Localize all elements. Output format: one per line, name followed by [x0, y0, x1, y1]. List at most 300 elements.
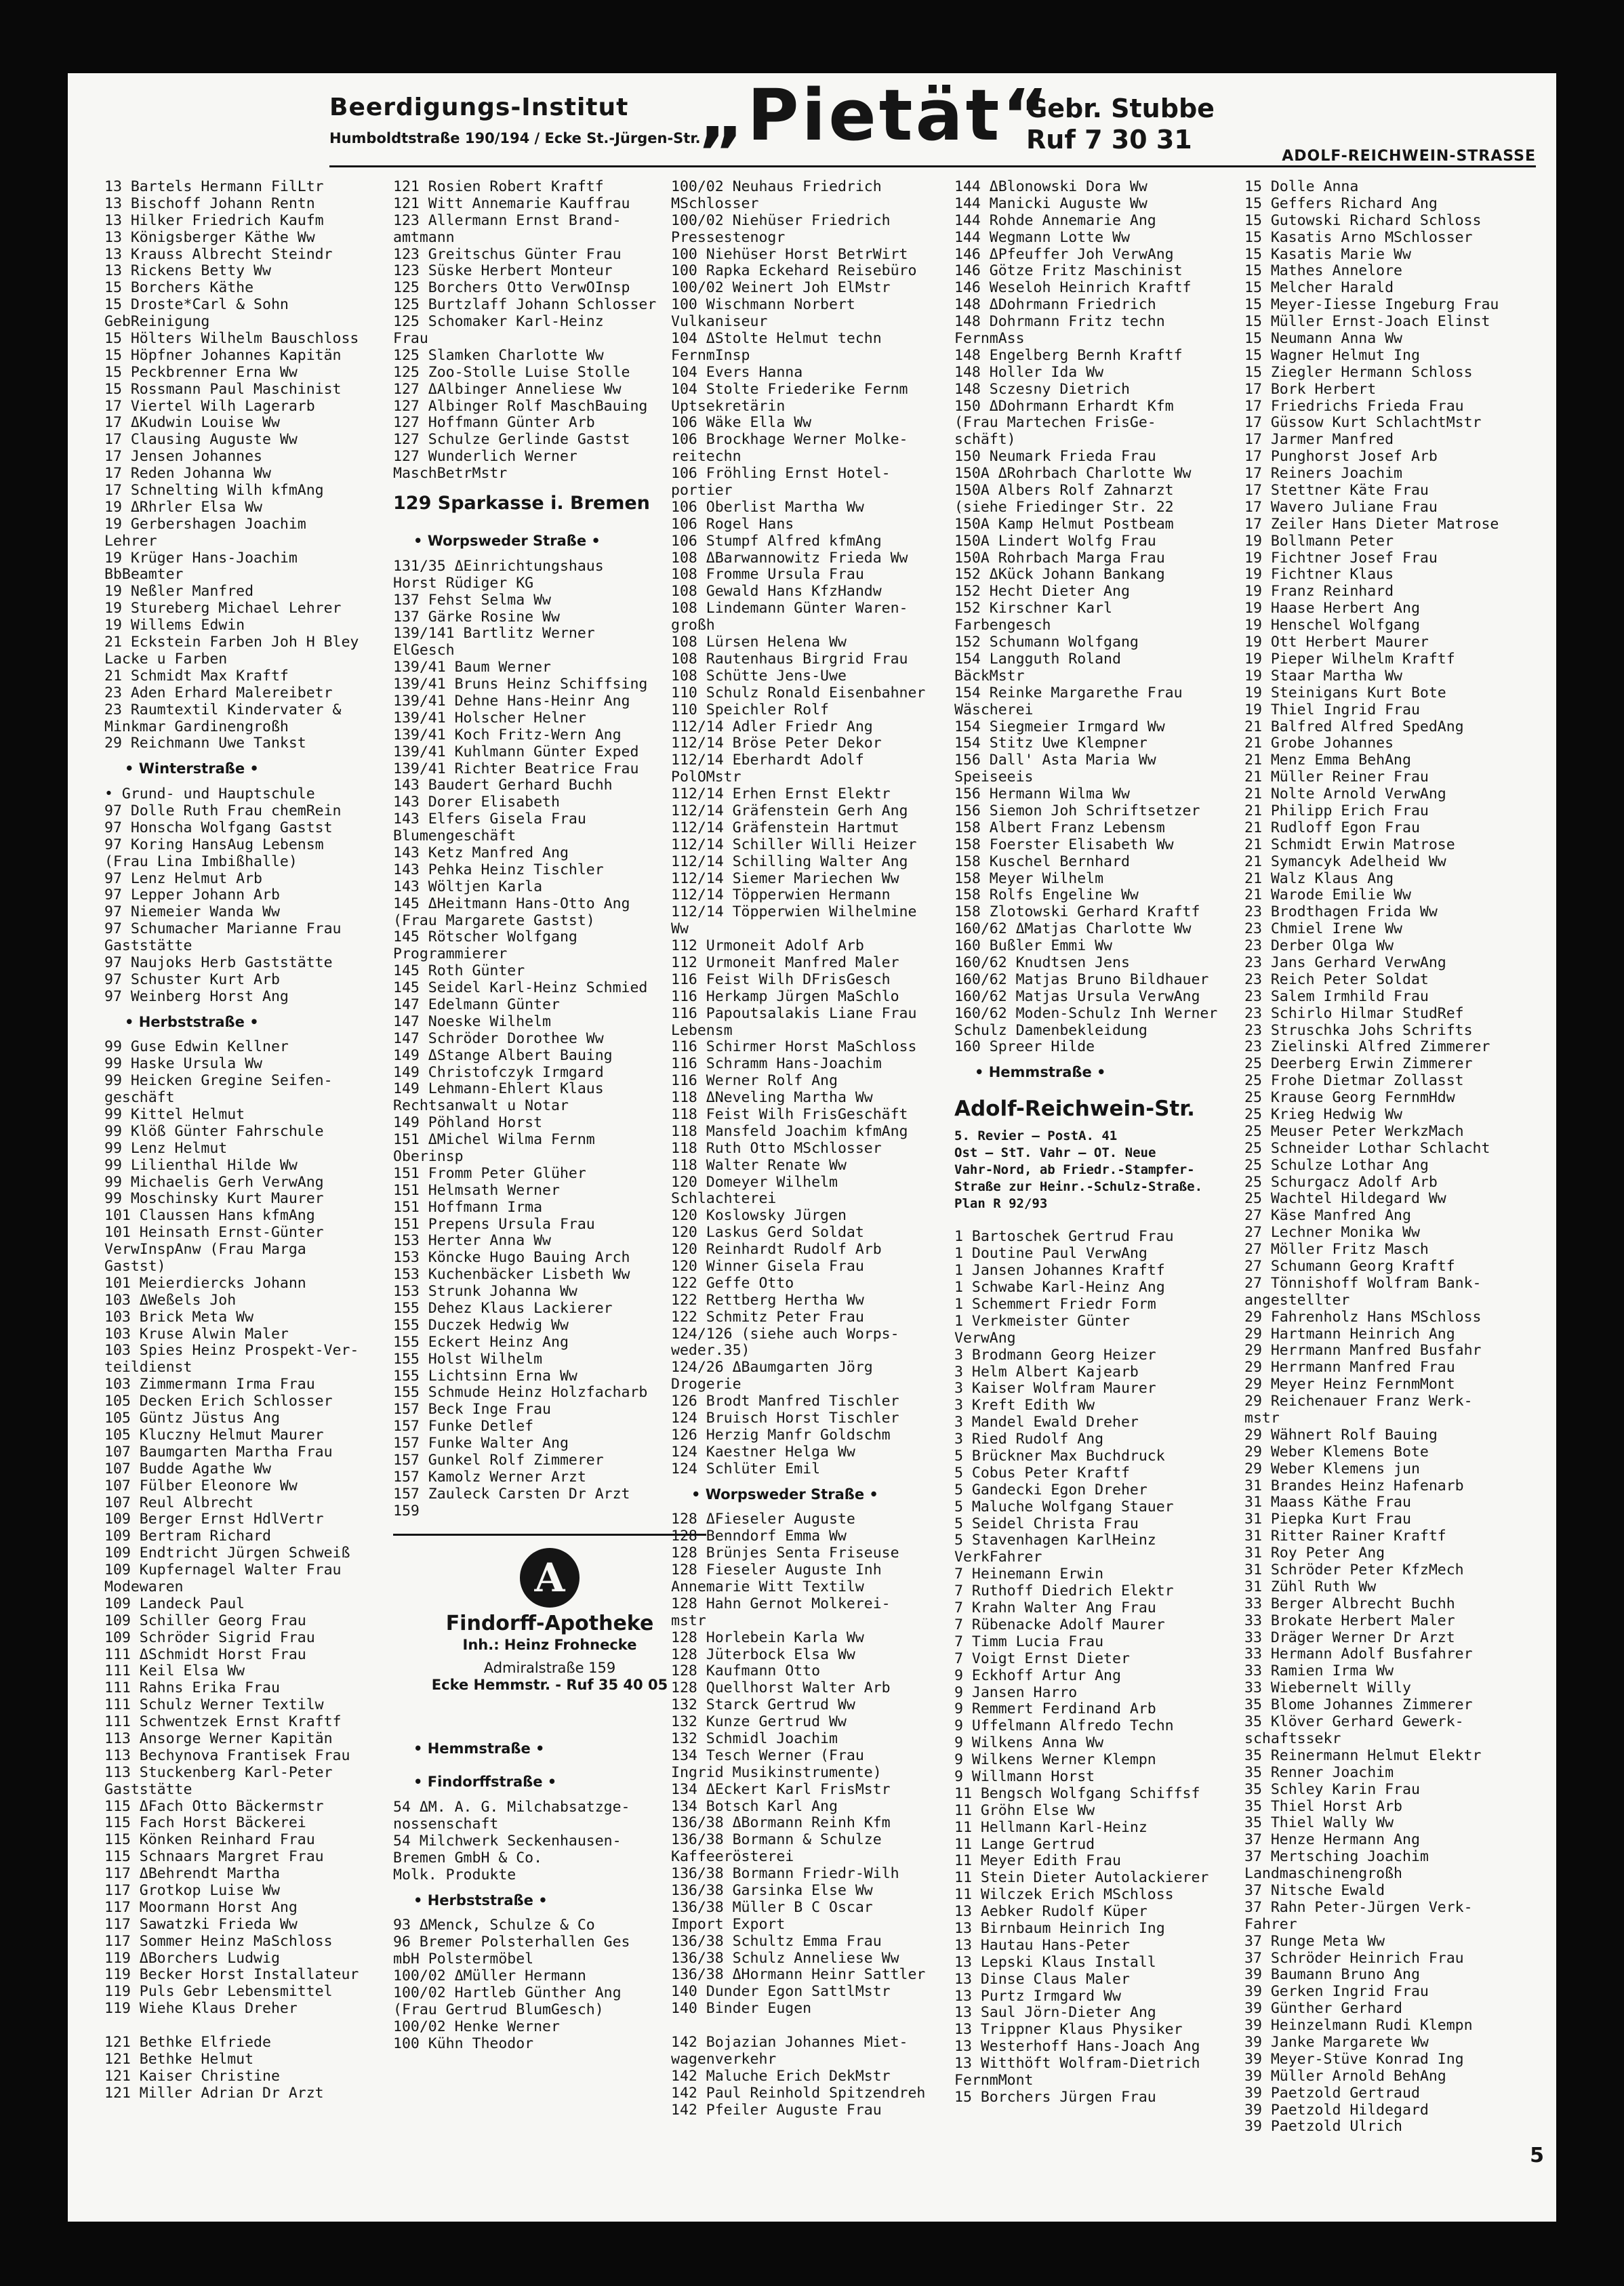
directory-entry: 21 Schmidt Erwin Matrose [1244, 836, 1455, 853]
directory-entry: 37 Schröder Heinrich Frau [1244, 1949, 1464, 1967]
directory-entry: 154 Siegmeier Irmgard Ww [954, 718, 1165, 735]
directory-entry: 108 Rautenhaus Birgrid Frau [671, 650, 908, 668]
entry-list [393, 558, 706, 1520]
directory-entry: 97 Niemeier Wanda Ww [104, 903, 280, 921]
directory-entry: 150 ΔDohrmann Erhardt Kfm [954, 397, 1174, 415]
directory-entry: 99 Heicken Gregine Seifen- [104, 1072, 333, 1090]
directory-entry: 21 Walz Klaus Ang [1244, 870, 1394, 887]
directory-entry: 35 Thiel Wally Ww [1244, 1814, 1394, 1832]
directory-entry: 136/38 Garsinka Else Ww [671, 1881, 873, 1899]
directory-entry: 116 Werner Rolf Ang [671, 1072, 838, 1090]
directory-entry: 139/41 Richter Beatrice Frau [393, 760, 639, 777]
directory-entry: 93 ΔMenck, Schulze & Co [393, 1917, 595, 1934]
directory-entry: 155 Eckert Heinz Ang [393, 1333, 569, 1351]
directory-entry: VerwInspAnw (Frau Marga [104, 1241, 306, 1259]
street-heading: • Findorffstraße • [413, 1774, 557, 1791]
directory-entry: 19 Staar Martha Ww [1244, 667, 1402, 685]
directory-entry: Oberinsp [393, 1148, 464, 1165]
directory-entry: 128 Jüterbock Elsa Ww [671, 1646, 855, 1663]
header-institute: Beerdigungs-Institut [329, 94, 629, 121]
directory-entry: 144 Manicki Auguste Ww [954, 195, 1148, 212]
directory-entry: 21 Warode Emilie Ww [1244, 886, 1411, 904]
directory-entry: Fahrer [1244, 1915, 1297, 1933]
directory-entry: 107 Reul Albrecht [104, 1494, 254, 1511]
directory-entry: 116 Feist Wilh DFrisGesch [671, 971, 891, 988]
directory-entry: Pressestenogr [671, 228, 786, 246]
directory-entry: 11 Hellmann Karl-Heinz [954, 1818, 1148, 1836]
directory-entry: 154 Langguth Roland [954, 650, 1121, 668]
directory-entry: mstr [1244, 1410, 1280, 1427]
directory-entry: 112/14 Schiller Willi Heizer [671, 836, 917, 853]
directory-entry: 97 Lepper Johann Arb [104, 886, 280, 904]
directory-entry: 29 Reichenauer Franz Werk- [1244, 1393, 1473, 1410]
directory-entry: 160/62 Matjas Ursula VerwAng [954, 987, 1200, 1005]
directory-entry: Uptsekretärin [671, 397, 786, 415]
directory-entry: 111 Schwentzek Ernst Kraftf [104, 1713, 342, 1731]
directory-entry: 35 Reinermann Helmut Elektr [1244, 1747, 1482, 1764]
directory-entry: 142 Pfeiler Auguste Frau [671, 2101, 882, 2119]
directory-entry: 112 Urmoneit Adolf Arb [671, 937, 864, 955]
directory-entry: 156 Hermann Wilma Ww [954, 785, 1130, 803]
directory-entry: 15 Rossmann Paul Maschinist [104, 380, 342, 398]
directory-entry: 27 Möller Fritz Masch [1244, 1241, 1429, 1259]
directory-entry: 119 Wiehe Klaus Dreher [104, 2000, 298, 2018]
directory-entry: 19 Willems Edwin [104, 617, 245, 634]
directory-entry: 104 ΔStolte Helmut techn [671, 330, 882, 348]
directory-entry: 17 Jensen Johannes [104, 448, 262, 466]
directory-entry: 112/14 Töpperwien Wilhelmine [671, 903, 917, 921]
column-2 [393, 179, 706, 2053]
directory-entry: 150A ΔRohrbach Charlotte Ww [954, 465, 1192, 483]
directory-entry: 116 Papoutsalakis Liane Frau [671, 1004, 917, 1022]
directory-entry: 160 Bußler Emmi Ww [954, 937, 1112, 955]
directory-entry: 157 Zauleck Carsten Dr Arzt [393, 1485, 630, 1503]
directory-entry: 15 Neumann Anna Ww [1244, 330, 1402, 348]
running-street-title: ADOLF-REICHWEIN-STRASSE [1282, 148, 1536, 165]
directory-entry: 157 Beck Inge Frau [393, 1401, 551, 1418]
directory-entry: 151 Fromm Peter Glüher [393, 1164, 586, 1182]
directory-entry: 116 Schirmer Horst MaSchloss [671, 1038, 917, 1056]
directory-entry: 108 ΔBarwannowitz Frieda Ww [671, 549, 908, 567]
directory-entry: 128 Kaufmann Otto [671, 1662, 821, 1680]
directory-entry: 15 Droste*Carl & Sohn [104, 296, 289, 314]
directory-entry: 13 Trippner Klaus Physiker [954, 2021, 1183, 2039]
directory-entry: Vulkaniseur [671, 313, 768, 331]
directory-entry: 152 Schumann Wolfgang [954, 634, 1139, 651]
street-heading: • Hemmstraße • [975, 1064, 1106, 1081]
directory-entry: 143 Dorer Elisabeth [393, 794, 560, 811]
directory-entry: 144 Rohde Annemarie Ang [954, 211, 1156, 229]
directory-entry: 17 Schnelting Wilh kfmAng [104, 482, 324, 499]
directory-entry: 115 ΔFach Otto Bäckermstr [104, 1797, 324, 1815]
directory-entry: 106 Stumpf Alfred kfmAng [671, 532, 882, 550]
advertisement-header [68, 73, 1556, 165]
directory-entry: 106 Oberlist Martha Ww [671, 498, 864, 516]
directory-entry: 128 Quellhorst Walter Arb [671, 1679, 891, 1697]
directory-entry: 25 Wachtel Hildegard Ww [1244, 1190, 1446, 1208]
directory-entry: 100 Kühn Theodor [393, 2035, 534, 2052]
directory-entry: 19 ΔRhrler Elsa Ww [104, 498, 262, 516]
directory-entry: 128 Brünjes Senta Friseuse [671, 1545, 899, 1562]
directory-entry: 15 Dolle Anna [1244, 178, 1359, 195]
directory-entry: 37 Nitsche Ewald [1244, 1881, 1385, 1899]
directory-entry: 96 Bremer Polsterhallen Ges [393, 1934, 630, 1951]
directory-entry: 25 Deerberg Erwin Zimmerer [1244, 1055, 1473, 1073]
directory-entry: MSchlosser [671, 195, 759, 212]
directory-entry: 27 Tönnishoff Wolfram Bank- [1244, 1274, 1482, 1292]
directory-entry: 128 Fieseler Auguste Inh [671, 1562, 882, 1579]
directory-entry: 146 ΔPfeuffer Joh VerwAng [954, 245, 1174, 263]
directory-entry: 23 Salem Irmhild Frau [1244, 987, 1429, 1005]
directory-entry: 31 Maass Käthe Frau [1244, 1494, 1411, 1511]
directory-entry: 100/02 ΔMüller Hermann [393, 1967, 586, 1985]
directory-entry: 17 Reden Johanna Ww [104, 465, 271, 483]
directory-entry: 118 Ruth Otto MSchlosser [671, 1139, 882, 1157]
directory-entry: 151 Helmsath Werner [393, 1181, 560, 1199]
directory-entry: 156 Dall' Asta Maria Ww [954, 752, 1156, 769]
directory-entry: 155 Schmude Heinz Holzfacharb [393, 1384, 648, 1402]
directory-entry: 99 Lilienthal Hilde Ww [104, 1156, 298, 1174]
directory-entry: 160/62 Moden-Schulz Inh Werner [954, 1004, 1218, 1022]
directory-entry: 145 ΔHeitmann Hans-Otto Ang [393, 895, 630, 912]
directory-entry: 127 Wunderlich Werner [393, 448, 577, 466]
directory-entry [671, 2018, 995, 2035]
street-info-line: Ost — StT. Vahr — OT. Neue [954, 1145, 1156, 1160]
directory-entry: 125 Slamken Charlotte Ww [393, 346, 604, 364]
directory-entry: Farbengesch [954, 617, 1051, 634]
directory-entry: 29 Herrmann Manfred Frau [1244, 1359, 1455, 1376]
directory-page [68, 73, 1556, 2222]
directory-entry: 5 Seidel Christa Frau [954, 1515, 1139, 1532]
directory-entry: 19 Pieper Wilhelm Kraftf [1244, 650, 1455, 668]
directory-entry: 99 Kittel Helmut [104, 1106, 245, 1124]
directory-entry: 7 Voigt Ernst Dieter [954, 1650, 1130, 1667]
directory-entry: 27 Lechner Monika Ww [1244, 1224, 1420, 1242]
entry-list [393, 179, 706, 483]
street-heading: • Worpsweder Straße • [413, 533, 601, 550]
directory-entry: 100/02 Hartleb Günther Ang [393, 1984, 622, 2001]
directory-entry: 121 Rosien Robert Kraftf [393, 178, 604, 195]
directory-entry: 103 Zimmermann Irma Frau [104, 1376, 315, 1393]
directory-entry: wagenverkehr [671, 2050, 777, 2068]
directory-entry: 21 Philipp Erich Frau [1244, 802, 1429, 819]
directory-entry: 23 Schirlo Hilmar StudRef [1244, 1004, 1464, 1022]
directory-entry: 101 Claussen Hans kfmAng [104, 1207, 315, 1225]
directory-entry: 33 Wiebernelt Willy [1244, 1679, 1411, 1697]
directory-entry: 25 Krause Georg FernmHdw [1244, 1089, 1455, 1107]
directory-entry: 128 Horlebein Karla Ww [671, 1629, 864, 1646]
directory-entry: 19 Gerbershagen Joachim [104, 515, 306, 533]
directory-entry: 15 Kasatis Arno MSchlosser [1244, 228, 1473, 246]
directory-entry: 39 Janke Margarete Ww [1244, 2033, 1429, 2051]
directory-entry: 15 Mathes Annelore [1244, 262, 1402, 280]
directory-entry: 13 Bartels Hermann FilLtr [104, 178, 324, 195]
directory-entry: 11 Gröhn Else Ww [954, 1801, 1095, 1819]
directory-entry: 9 Wilkens Werner Klempn [954, 1751, 1156, 1769]
directory-entry: 160/62 ΔMatjas Charlotte Ww [954, 920, 1192, 938]
directory-entry: 21 Eckstein Farben Joh H Bley [104, 634, 359, 651]
directory-entry: 29 Wähnert Rolf Bauing [1244, 1426, 1438, 1444]
directory-entry: 142 Paul Reinhold Spitzendreh [671, 2084, 926, 2102]
directory-entry: 17 Jarmer Manfred [1244, 431, 1394, 449]
directory-entry: VerwAng [954, 1329, 1016, 1347]
directory-entry: schäft) [954, 431, 1016, 449]
directory-entry: 151 Prepens Ursula Frau [393, 1215, 595, 1233]
directory-entry: • Grund- und Hauptschule [104, 785, 315, 803]
directory-entry: 155 Duczek Hedwig Ww [393, 1316, 569, 1334]
directory-entry: Gaststätte [104, 1780, 192, 1798]
directory-entry: 142 Bojazian Johannes Miet- [671, 2033, 908, 2051]
street-info-line: 5. Revier — PostA. 41 [954, 1128, 1118, 1144]
entry-list [393, 1917, 706, 2052]
entry-list [671, 179, 995, 1478]
directory-entry: Lehrer [104, 532, 157, 550]
directory-entry: 39 Paetzold Ulrich [1244, 2118, 1402, 2136]
directory-entry: 15 Meyer-Iiesse Ingeburg Frau [1244, 296, 1499, 314]
directory-entry: 13 Königsberger Käthe Ww [104, 228, 315, 246]
pharmacy-phone: Ecke Hemmstr. - Ruf 35 40 05 [431, 1677, 668, 1694]
directory-entry: Horst Rüdiger KG [393, 574, 534, 592]
directory-entry: 23 Struschka Johs Schrifts [1244, 1021, 1473, 1039]
directory-entry: 100/02 Weinert Joh ElMstr [671, 279, 891, 297]
directory-entry: 15 Geffers Richard Ang [1244, 195, 1438, 212]
directory-entry: 3 Kreft Edith Ww [954, 1397, 1095, 1414]
directory-entry: Minkmar Gardinengroßh [104, 718, 289, 735]
directory-entry: 107 Fülber Eleonore Ww [104, 1477, 298, 1494]
directory-entry: (Frau Gertrud BlumGesch) [393, 2001, 604, 2018]
directory-entry: 122 Schmitz Peter Frau [671, 1308, 864, 1326]
directory-entry: 33 Berger Albrecht Buchh [1244, 1595, 1455, 1612]
directory-entry: 120 Laskus Gerd Soldat [671, 1224, 864, 1242]
directory-entry: 143 Pehka Heinz Tischler [393, 861, 604, 878]
directory-entry: 128 ΔFieseler Auguste [671, 1511, 855, 1528]
directory-entry: 37 Henze Hermann Ang [1244, 1831, 1420, 1849]
directory-entry: 7 Rübenacke Adolf Maurer [954, 1616, 1165, 1633]
directory-entry: 39 Meyer-Stüve Konrad Ing [1244, 2050, 1464, 2068]
directory-entry: Ww [671, 920, 689, 938]
directory-entry: 13 Birnbaum Heinrich Ing [954, 1919, 1165, 1937]
directory-entry: 21 Rudloff Egon Frau [1244, 819, 1420, 836]
directory-entry: 146 Götze Fritz Maschinist [954, 262, 1183, 280]
directory-entry: 125 Borchers Otto VerwOInsp [393, 279, 630, 297]
directory-entry: 13 Westerhoff Hans-Joach Ang [954, 2038, 1200, 2056]
directory-entry: 100 Wischmann Norbert [671, 296, 855, 314]
directory-entry: 27 Schumann Georg Kraftf [1244, 1258, 1455, 1275]
directory-entry: 23 Brodthagen Frida Ww [1244, 903, 1438, 921]
directory-entry: 13 Krauss Albrecht Steindr [104, 245, 333, 263]
street-heading-text: Findorffstraße [427, 1774, 543, 1791]
directory-entry: Wäscherei [954, 701, 1034, 718]
entry-list [671, 1511, 995, 2119]
directory-entry: 9 Jansen Harro [954, 1683, 1078, 1701]
directory-entry: 13 Dinse Claus Maler [954, 1970, 1130, 1988]
directory-entry: 124 Bruisch Horst Tischler [671, 1410, 899, 1427]
directory-entry: Speiseeis [954, 769, 1034, 786]
directory-entry: 31 Roy Peter Ang [1244, 1545, 1385, 1562]
directory-entry: 104 Stolte Friederike Fernm [671, 380, 908, 398]
directory-entry: 148 Dohrmann Fritz techn [954, 313, 1165, 331]
directory-entry: 23 Raumtextil Kindervater & [104, 701, 342, 718]
directory-entry: 39 Paetzold Gertraud [1244, 2084, 1420, 2102]
directory-entry: 15 Ziegler Hermann Schloss [1244, 363, 1473, 381]
directory-entry: 13 Hilker Friedrich Kaufm [104, 211, 324, 229]
directory-entry: 139/41 Holscher Helner [393, 709, 586, 727]
directory-entry: 17 Reiners Joachim [1244, 465, 1402, 483]
directory-entry: 103 Brick Meta Ww [104, 1308, 254, 1326]
directory-entry: 107 Budde Agathe Ww [104, 1460, 271, 1477]
directory-entry: 23 Chmiel Irene Ww [1244, 920, 1402, 938]
directory-entry: 37 Mertsching Joachim [1244, 1848, 1429, 1866]
directory-entry: 127 Schulze Gerlinde Gastst [393, 431, 630, 449]
directory-entry: 39 Paetzold Hildegard [1244, 2101, 1429, 2119]
directory-entry: 54 Milchwerk Seckenhausen- [393, 1832, 622, 1850]
directory-entry: 113 Bechynova Frantisek Frau [104, 1747, 350, 1764]
directory-entry: (Frau Lina Imbißhalle) [104, 853, 298, 870]
directory-entry: 120 Domeyer Wilhelm [671, 1173, 838, 1191]
directory-entry: 112/14 Bröse Peter Dekor [671, 735, 882, 752]
directory-entry: 17 Bork Herbert [1244, 380, 1377, 398]
directory-entry: 13 Hautau Hans-Peter [954, 1936, 1130, 1954]
directory-entry: 153 Strunk Johanna Ww [393, 1283, 577, 1301]
page-number: 5 [1530, 2144, 1544, 2167]
directory-entry: 143 Ketz Manfred Ang [393, 844, 569, 861]
directory-entry: MaschBetrMstr [393, 465, 508, 483]
directory-entry: Lacke u Farben [104, 650, 228, 668]
entry-list [1244, 179, 1556, 2136]
directory-entry: Rechtsanwalt u Notar [393, 1097, 569, 1115]
pharmacy-name: Findorff-Apotheke [445, 1611, 654, 1635]
directory-entry: 31 Ritter Rainer Kraftf [1244, 1528, 1446, 1545]
directory-entry: 17 Punghorst Josef Arb [1244, 448, 1438, 466]
directory-entry: 149 Pöhland Horst [393, 1114, 543, 1132]
directory-entry: portier [671, 482, 733, 499]
directory-entry: (Frau Martechen FrisGe- [954, 414, 1156, 432]
directory-entry: 136/38 Müller B C Oscar [671, 1898, 873, 1916]
directory-entry: 148 ΔDohrmann Friedrich [954, 296, 1156, 314]
directory-entry: 121 Witt Annemarie Kauffrau [393, 195, 630, 212]
street-heading: • Herbststraße • [413, 1892, 548, 1909]
directory-entry: 159 [393, 1502, 420, 1519]
directory-entry: 132 Kunze Gertrud Ww [671, 1713, 847, 1731]
directory-entry: 116 Schramm Hans-Joachim [671, 1055, 882, 1073]
directory-entry: Bremen GmbH & Co. [393, 1849, 543, 1866]
street-heading: • Hemmstraße • [413, 1740, 545, 1757]
directory-entry: Annemarie Witt Textilw [671, 1578, 864, 1595]
directory-entry: 112/14 Erhen Ernst Elektr [671, 785, 891, 803]
directory-entry: 25 Schurgacz Adolf Arb [1244, 1173, 1438, 1191]
street-info-line: Vahr-Nord, ab Friedr.-Stampfer- [954, 1162, 1195, 1177]
directory-entry: Frau [393, 330, 428, 348]
directory-entry: 126 Brodt Manfred Tischler [671, 1393, 899, 1410]
directory-entry: 21 Schmidt Max Kraftf [104, 667, 289, 685]
directory-entry: 19 Franz Reinhard [1244, 583, 1394, 600]
directory-entry: 109 Schiller Georg Frau [104, 1612, 306, 1629]
street-info-line: Plan R 92/93 [954, 1196, 1048, 1211]
directory-entry: 131/35 ΔEinrichtungshaus [393, 557, 604, 575]
directory-entry: 147 Edelmann Günter [393, 996, 560, 1013]
directory-entry: 110 Schulz Ronald Eisenbahner [671, 684, 926, 701]
street-heading: • Winterstraße • [125, 760, 259, 777]
directory-entry: 13 Witthöft Wolfram-Dietrich [954, 2055, 1200, 2073]
directory-entry: 109 Endtricht Jürgen Schweiß [104, 1545, 350, 1562]
directory-entry: 25 Frohe Dietmar Zollasst [1244, 1072, 1464, 1090]
directory-entry: 150 Neumark Frieda Frau [954, 448, 1156, 466]
directory-entry: 5 Maluche Wolfgang Stauer [954, 1498, 1174, 1515]
directory-entry: 29 Reichmann Uwe Tankst [104, 735, 306, 752]
directory-entry: 3 Helm Albert Kajearb [954, 1363, 1139, 1381]
directory-entry: 29 Meyer Heinz FernmMont [1244, 1376, 1455, 1393]
directory-entry: 13 Bischoff Johann Rentn [104, 195, 315, 212]
directory-entry: PolOMstr [671, 769, 742, 786]
directory-entry: BäckMstr [954, 667, 1025, 685]
directory-entry: 104 Evers Hanna [671, 363, 803, 381]
directory-entry: 154 Stitz Uwe Klempner [954, 735, 1148, 752]
directory-entry: 103 Spies Heinz Prospekt-Ver- [104, 1342, 359, 1360]
directory-entry: 97 Weinberg Horst Ang [104, 987, 289, 1005]
directory-entry: angestellter [1244, 1291, 1350, 1309]
directory-entry: Blumengeschäft [393, 828, 516, 845]
directory-entry: 154 Reinke Margarethe Frau [954, 684, 1183, 701]
directory-entry: 39 Müller Arnold BehAng [1244, 2067, 1446, 2085]
street-heading-text: Herbststraße [427, 1892, 533, 1909]
directory-entry: 29 Weber Klemens Bote [1244, 1443, 1429, 1461]
street-title: Adolf-Reichwein-Str. [954, 1097, 1195, 1122]
directory-entry: 97 Koring HansAug Lebensm [104, 836, 324, 853]
header-firm: Gebr. Stubbe [1026, 94, 1215, 123]
directory-entry: 118 Feist Wilh FrisGeschäft [671, 1105, 908, 1123]
directory-entry: 106 Wäke Ella Ww [671, 414, 812, 432]
directory-entry: (siehe Friedinger Str. 22 [954, 498, 1174, 516]
directory-entry: 112/14 Schilling Walter Ang [671, 853, 908, 870]
header-logo-text: „Pietät“ [698, 74, 1051, 157]
directory-entry: 128 Hahn Gernot Molkerei- [671, 1595, 891, 1612]
directory-entry: 13 Lepski Klaus Install [954, 1953, 1156, 1971]
directory-entry: 149 ΔStange Albert Bauing [393, 1046, 613, 1064]
directory-entry: 117 ΔBehrendt Martha [104, 1865, 280, 1883]
directory-entry: 100/02 Henke Werner [393, 2018, 560, 2035]
directory-entry: 103 Kruse Alwin Maler [104, 1325, 289, 1343]
directory-entry: 3 Kaiser Wolfram Maurer [954, 1380, 1156, 1397]
directory-entry: 153 Kuchenbäcker Lisbeth Ww [393, 1266, 630, 1284]
directory-entry: schaftssekr [1244, 1730, 1341, 1747]
directory-entry: 158 Albert Franz Lebensm [954, 819, 1165, 836]
directory-entry: 106 Fröhling Ernst Hotel- [671, 465, 891, 483]
directory-entry: 150A Albers Rolf Zahnarzt [954, 482, 1174, 499]
directory-entry: 147 Schröder Dorothee Ww [393, 1029, 604, 1047]
directory-entry: 122 Rettberg Hertha Ww [671, 1291, 864, 1309]
directory-entry: Modewaren [104, 1578, 184, 1595]
directory-entry: 134 Botsch Karl Ang [671, 1797, 838, 1815]
directory-entry: 33 Hermann Adolf Busfahrer [1244, 1646, 1473, 1663]
directory-entry: 37 Runge Meta Ww [1244, 1932, 1385, 1950]
directory-entry: 5 Brückner Max Buchdruck [954, 1448, 1165, 1465]
directory-entry: 145 Roth Günter [393, 962, 525, 980]
directory-entry: 120 Koslowsky Jürgen [671, 1207, 847, 1225]
directory-entry: 136/38 Bormann Friedr-Wilh [671, 1865, 899, 1883]
directory-entry: 99 Lenz Helmut [104, 1139, 228, 1157]
directory-entry: 124 Schlüter Emil [671, 1460, 821, 1477]
directory-entry: 139/41 Kuhlmann Günter Exped [393, 743, 639, 760]
directory-entry: 15 Peckbrenner Erna Ww [104, 363, 298, 381]
directory-entry: 125 Schomaker Karl-Heinz [393, 313, 604, 331]
directory-entry: 152 Hecht Dieter Ang [954, 583, 1130, 600]
directory-entry: 118 ΔNeveling Martha Ww [671, 1089, 873, 1107]
directory-entry: 105 Güntz Jüstus Ang [104, 1410, 280, 1427]
directory-entry: 143 Baudert Gerhard Buchh [393, 777, 613, 794]
directory-entry: 136/38 Schultz Emma Frau [671, 1932, 882, 1950]
directory-entry: 33 Dräger Werner Dr Arzt [1244, 1629, 1455, 1646]
directory-entry: 15 Melcher Harald [1244, 279, 1394, 297]
